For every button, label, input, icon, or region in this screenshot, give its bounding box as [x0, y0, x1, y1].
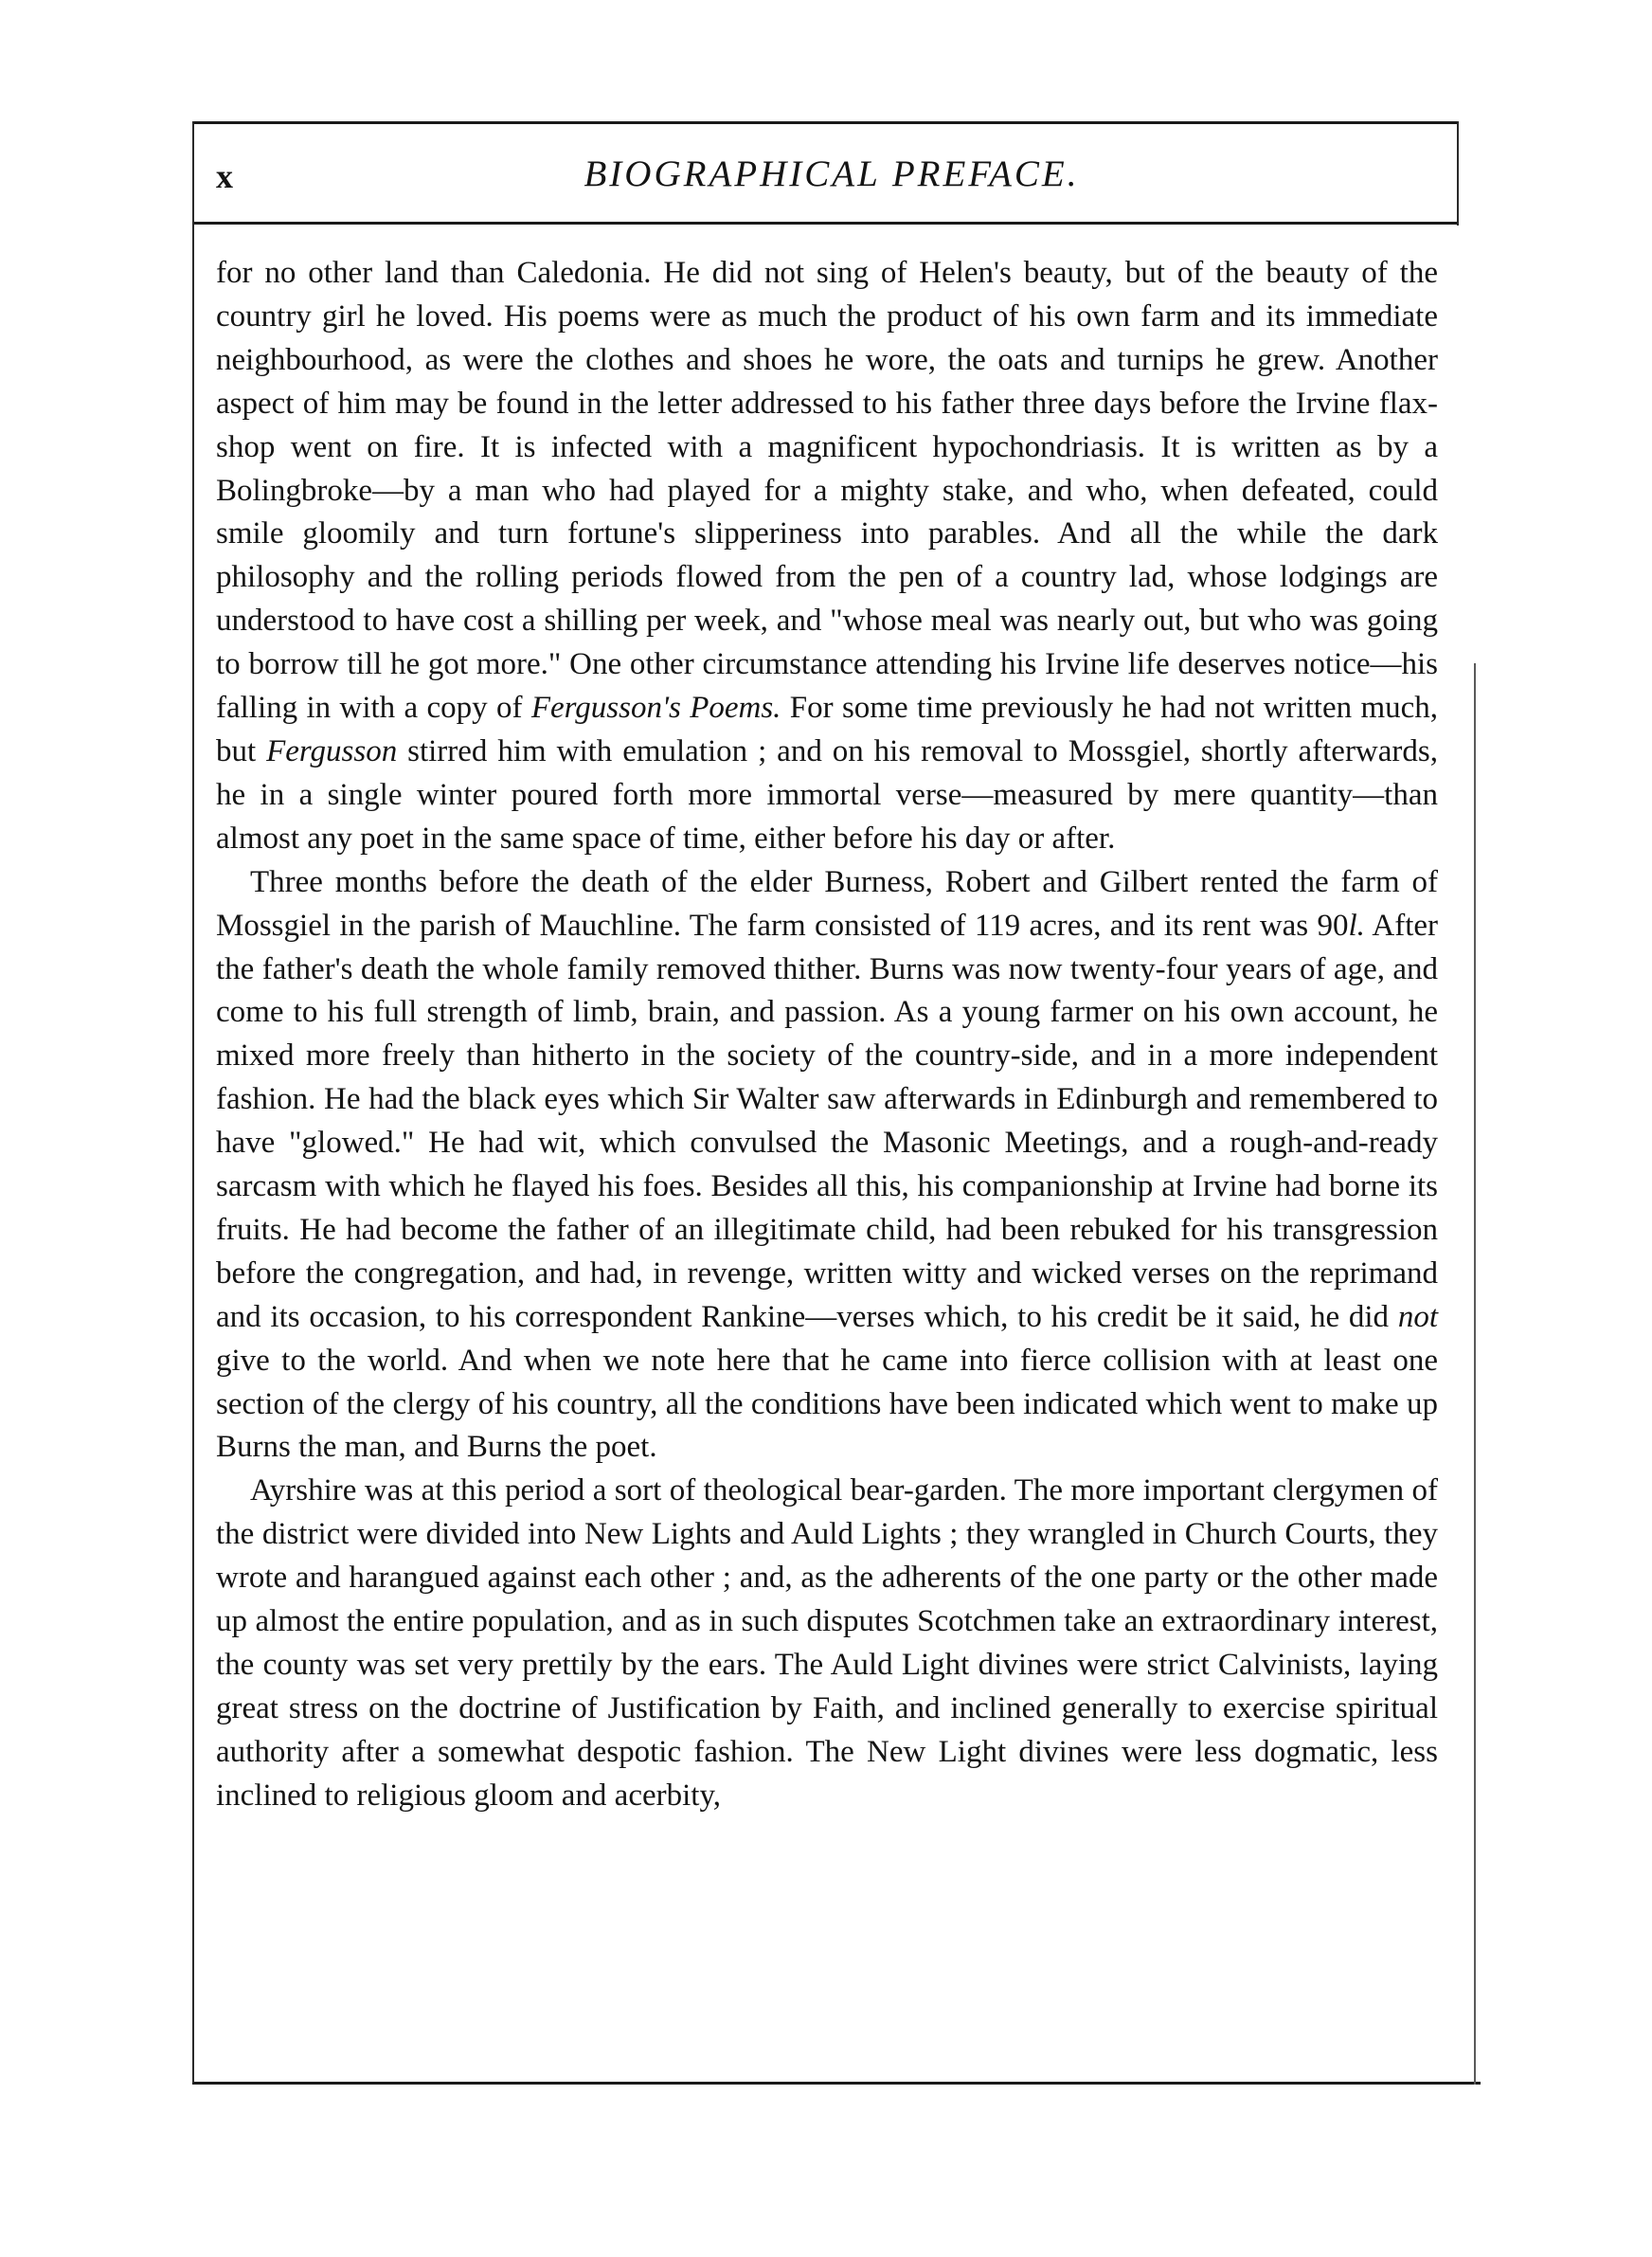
right-margin-rule — [1474, 663, 1476, 2085]
top-border-rule — [192, 121, 1459, 124]
text-run: for no other land than Caledonia. He did not sing of Helen's beauty, but of the beauty of the country girl he loved. His poems were as much the product of his own farm and its immediate neighbourhood, as were the clothes and shoes he wore, the oats and turnips he grew. Another aspect of him may be found in the letter addressed to his father three days before the Irvine flax-shop went on fire. It is infected with a magnificent hypochondriasis. It is written as by a Bolingbroke—by a man who had played for a mighty stake, and who, when defeated, could smile gloomily and turn fortune's slipperiness into parables. And all the while the dark philosophy and the rolling periods flowed from the pen of a country lad, whose lodgings are understood to have cost a shilling per week, and "whose meal was nearly out, but who was going to borrow till he got more." One other circumstance attending his Irvine life deserves notice—his falling in with a copy of — [216, 256, 1438, 726]
italic-currency: l. — [1348, 908, 1365, 943]
text-run: give to the world. And when we note here that he came into fierce collision with at least one section of the clergy of his country, all the conditions have been indicated which went to make up Burns the man, and Burns the poet. — [216, 1343, 1438, 1465]
paragraph — [216, 252, 1438, 861]
italic-name: Fergusson — [266, 733, 398, 768]
text-run: stirred him with emulation ; and on his removal to Mossgiel, shortly afterwards, he in a single winter poured forth more immortal verse—measured by mere quantity—than almost any poet in the same space of time, either before his day or after. — [216, 733, 1438, 856]
text-run: After the father's death the whole family removed thither. Burns was now twenty-four years of age, and come to his full strength of limb, brain, and passion. As a young farmer on his own account, he mixed more freely than hitherto in the society of the country-side, and in a more independent fashion. He had the black eyes which Sir Walter saw afterwards in Edinburgh and remembered to have "glowed." He had wit, which convulsed the Masonic Meetings, and a rough-and-ready sarcasm with which he flayed his foes. Besides all this, his companionship at Irvine had borne its fruits. He had become the father of an illegitimate child, had been rebuked for his transgression before the congregation, and had, in revenge, written witty and wicked verses on the reprimand and its occasion, to his correspondent Rankine—verses which, to his credit be it said, he did — [216, 908, 1439, 1334]
running-header — [216, 150, 1447, 207]
body-text — [216, 252, 1438, 1818]
left-border-rule — [192, 121, 194, 2083]
italic-title: Fergusson's Poems. — [530, 691, 781, 726]
text-run: Three months before the death of the elder Burness, Robert and Gilbert rented the farm of Mossgiel in the parish of Mauchline. The farm consisted of 119 acres, and its rent was 90 — [216, 864, 1438, 943]
text-run: For some time previously he had not written much, but — [216, 691, 1439, 768]
italic-emphasis: not — [1397, 1299, 1438, 1334]
running-title: BIOGRAPHICAL PREFACE. — [584, 153, 1080, 194]
text-run: Ayrshire was at this period a sort of theological bear-garden. The more important clergymen of the district were divided into New Lights and Auld Lights ; they wrangled in Church Courts, they wrote and harangued against each other ; and, as the adherents of the one party or the other made up almost the entire population, and as in such disputes Scotchmen take an extraordinary interest, the county was set very prettily by the ears. The Auld Light divines were strict Calvinists, laying great stress on the doctrine of Justification by Faith, and inclined generally to exercise spiritual authority after a somewhat despotic fashion. The New Light divines were less dogmatic, less inclined to religious gloom and acerbity, — [216, 1473, 1438, 1813]
header-divider-rule — [192, 222, 1459, 225]
page-number: x — [216, 157, 233, 195]
right-border-rule — [1457, 121, 1459, 226]
bottom-border-rule — [192, 2082, 1481, 2085]
paragraph — [216, 1470, 1438, 1817]
paragraph — [216, 861, 1438, 1471]
